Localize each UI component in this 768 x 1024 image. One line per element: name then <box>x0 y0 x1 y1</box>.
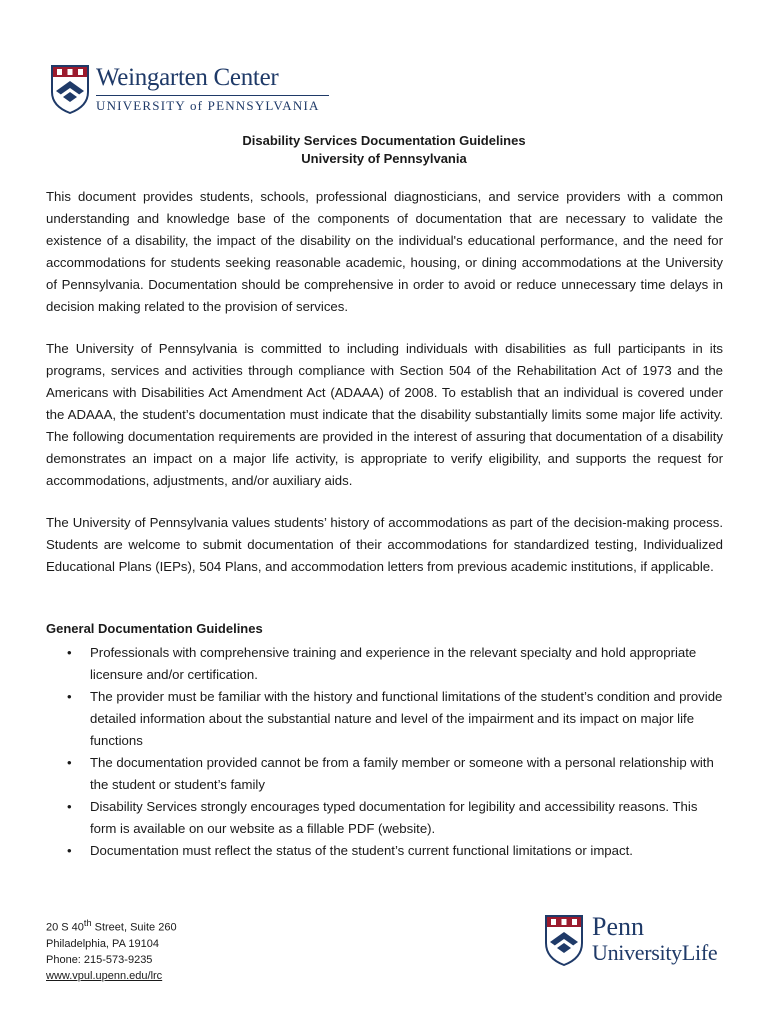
logo-university-life: UniversityLife <box>592 940 718 965</box>
street-address: 20 S 40th Street, Suite 260 <box>46 918 177 934</box>
bullet-icon: • <box>67 689 72 704</box>
list-item <box>46 840 726 862</box>
list-item <box>46 686 726 752</box>
list-item-text: The provider must be familiar with the history and functional limitations of the student’s condition and provide detailed information about the substantial nature and level of the impairment and its impact on major life functions <box>90 689 723 748</box>
logo-subtitle: UNIVERSITY of PENNSYLVANIA <box>96 98 320 113</box>
website-link[interactable]: www.vpul.upenn.edu/lrc <box>46 969 163 982</box>
penn-shield-icon <box>544 914 584 966</box>
list-item <box>46 796 726 840</box>
list-item <box>46 752 726 796</box>
bullet-icon: • <box>67 843 72 858</box>
paragraph-intro: This document provides students, schools, professional diagnosticians, and service providers with a common understanding and knowledge base of the components of documentation that are necessary to validate the existence of a disability, the impact of the disability on the individual's educational performance, and the need for accommodations for students seeking reasonable academic, housing, or dining accommodations at the University of Pennsylvania. Documentation should be comprehensive in order to avoid or reduce unnecessary time delays in decision making related to the provision of services. <box>46 189 723 314</box>
footer-address <box>46 915 177 984</box>
paragraph-history: The University of Pennsylvania values students’ history of accommodations as part of the decision-making process. Students are welcome to submit documentation of their accommodations for standardized testing, Individualized Educational Plans (IEPs), 504 Plans, and accommodation letters from previous academic institutions, if applicable. <box>46 515 723 574</box>
logo-penn: Penn <box>592 912 644 941</box>
guidelines-list <box>46 642 726 862</box>
list-item-text: The documentation provided cannot be from a family member or someone with a personal relationship with the student or student’s family <box>90 755 714 792</box>
penn-university-life-logo <box>544 914 734 974</box>
bullet-icon: • <box>67 755 72 770</box>
city-line: Philadelphia, PA 19104 <box>46 937 159 950</box>
list-item-text: Documentation must reflect the status of the student’s current functional limitations or impact. <box>90 843 633 858</box>
penn-shield-icon <box>50 64 90 114</box>
logo-divider <box>96 95 329 96</box>
document-title <box>0 132 768 168</box>
list-item <box>46 642 726 686</box>
bullet-icon: • <box>67 645 72 660</box>
weingarten-center-logo <box>50 64 320 118</box>
title-line-1: Disability Services Documentation Guidelines <box>242 133 526 148</box>
title-line-2: University of Pennsylvania <box>301 151 467 166</box>
section-heading: General Documentation Guidelines <box>46 621 263 636</box>
logo-name: Weingarten Center <box>96 64 279 91</box>
list-item-text: Disability Services strongly encourages typed documentation for legibility and accessibility reasons. This form is available on our website as a fillable PDF (website). <box>90 799 698 836</box>
bullet-icon: • <box>67 799 72 814</box>
paragraph-commitment: The University of Pennsylvania is committed to including individuals with disabilities as full participants in its programs, services and activities through compliance with Section 504 of the Rehabilitation Act of 1973 and the Americans with Disabilities Act Amendment Act (ADAAA) of 2008. To establish that an individual is covered under the ADAAA, the student’s documentation must indicate that the disability substantially limits some major life activity. The following documentation requirements are provided in the interest of assuring that documentation of a disability demonstrates an impact on a major life activity, is appropriate to verify eligibility, and supports the request for accommodations, adjustments, and/or auxiliary aids. <box>46 341 723 488</box>
phone-line: Phone: 215-573-9235 <box>46 953 153 966</box>
list-item-text: Professionals with comprehensive training and experience in the relevant specialty and hold appropriate licensure and/or certification. <box>90 645 697 682</box>
